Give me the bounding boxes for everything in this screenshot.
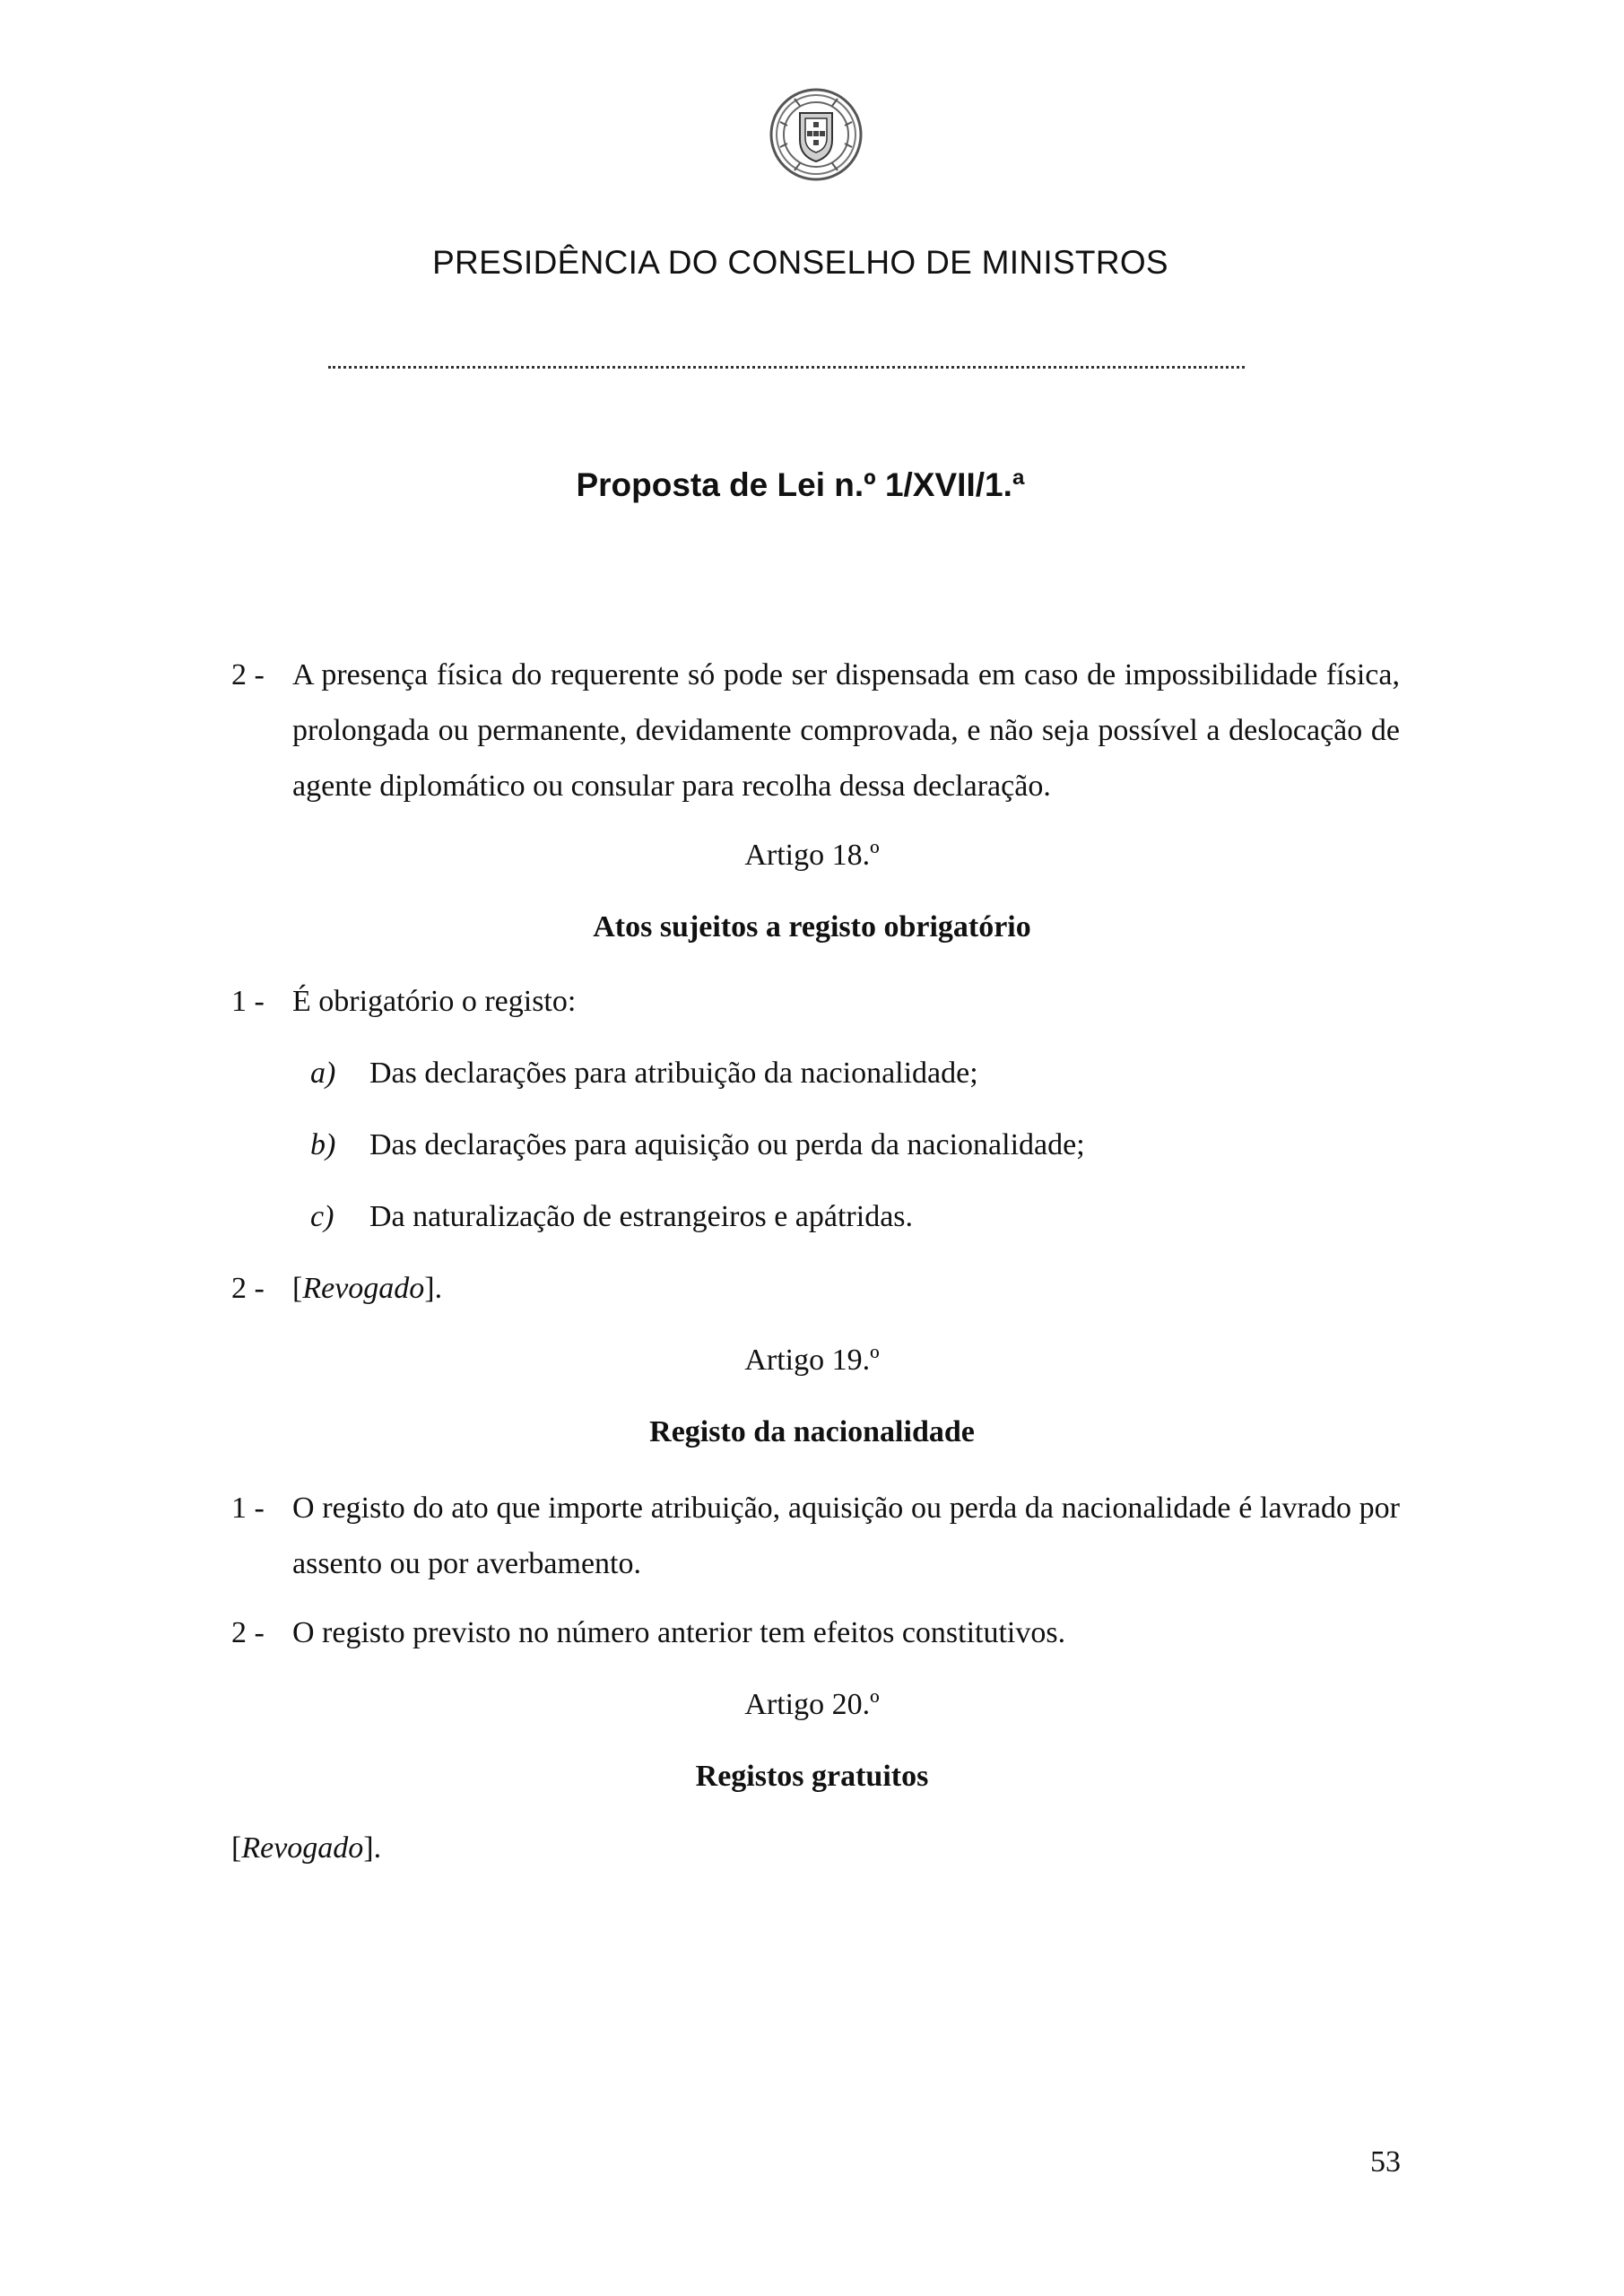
- revoked-word: Revogado: [241, 1831, 364, 1865]
- paragraph-number: 2 -: [231, 1616, 265, 1649]
- paragraph-line: A presença física do requerente só pode ser dispensada em caso de impossibilidade: [292, 658, 1326, 691]
- list-item-letter: b): [310, 1128, 336, 1161]
- paragraph-number: 2 -: [231, 658, 265, 691]
- article-19-heading: Registo da nacionalidade: [649, 1415, 975, 1448]
- article-19-title: Artigo 19.º: [744, 1344, 880, 1377]
- revoked-note: [231, 1831, 381, 1866]
- paragraph-number: 2 -: [231, 1272, 265, 1305]
- list-item-letter: c): [310, 1200, 334, 1233]
- bracket-close: ].: [424, 1272, 443, 1305]
- proposal-title: Proposta de Lei n.º 1/XVII/1.ª: [576, 466, 1025, 503]
- revoked-word: Revogado: [302, 1272, 425, 1305]
- article-18-heading: Atos sujeitos a registo obrigatório: [593, 910, 1031, 944]
- paragraph-line: por assento ou por averbamento.: [292, 1492, 1400, 1580]
- paragraph-line: O registo do ato que importe atribuição, aquisição ou perda da nacionalidade é lavrado: [292, 1492, 1359, 1525]
- paragraph-1: [231, 1481, 1400, 1592]
- coat-of-arms-seal-icon: [768, 86, 864, 183]
- dotted-separator: [328, 366, 1245, 369]
- article-20-heading: Registos gratuitos: [695, 1760, 929, 1793]
- paragraph-number: 1 -: [231, 1492, 265, 1525]
- paragraph-line: física, prolongada ou permanente, devidamente comprovada, e não seja possível a: [292, 658, 1400, 747]
- revoked-note: [292, 1272, 442, 1306]
- bracket-open: [: [231, 1831, 242, 1865]
- page-number: 53: [1370, 2145, 1401, 2179]
- list-item-letter: a): [310, 1057, 336, 1090]
- article-18-title: Artigo 18.º: [744, 839, 880, 872]
- article-20-title: Artigo 20.º: [744, 1688, 880, 1721]
- paragraph-text: É obrigatório o registo:: [292, 985, 577, 1018]
- list-item-text: Da naturalização de estrangeiros e apátridas.: [369, 1200, 914, 1233]
- paragraph-text: O registo previsto no número anterior tem efeitos constitutivos.: [292, 1616, 1066, 1649]
- list-item-text: Das declarações para atribuição da nacionalidade;: [369, 1057, 978, 1090]
- ministry-header: PRESIDÊNCIA DO CONSELHO DE MINISTROS: [432, 244, 1168, 281]
- bracket-open: [: [292, 1272, 303, 1305]
- bracket-close: ].: [363, 1831, 382, 1865]
- list-item-text: Das declarações para aquisição ou perda da nacionalidade;: [369, 1128, 1085, 1161]
- paragraph-2-prev: [231, 648, 1400, 814]
- paragraph-line: deslocação de agente diplomático ou consular para recolha dessa declaração.: [292, 714, 1400, 803]
- paragraph-number: 1 -: [231, 985, 265, 1018]
